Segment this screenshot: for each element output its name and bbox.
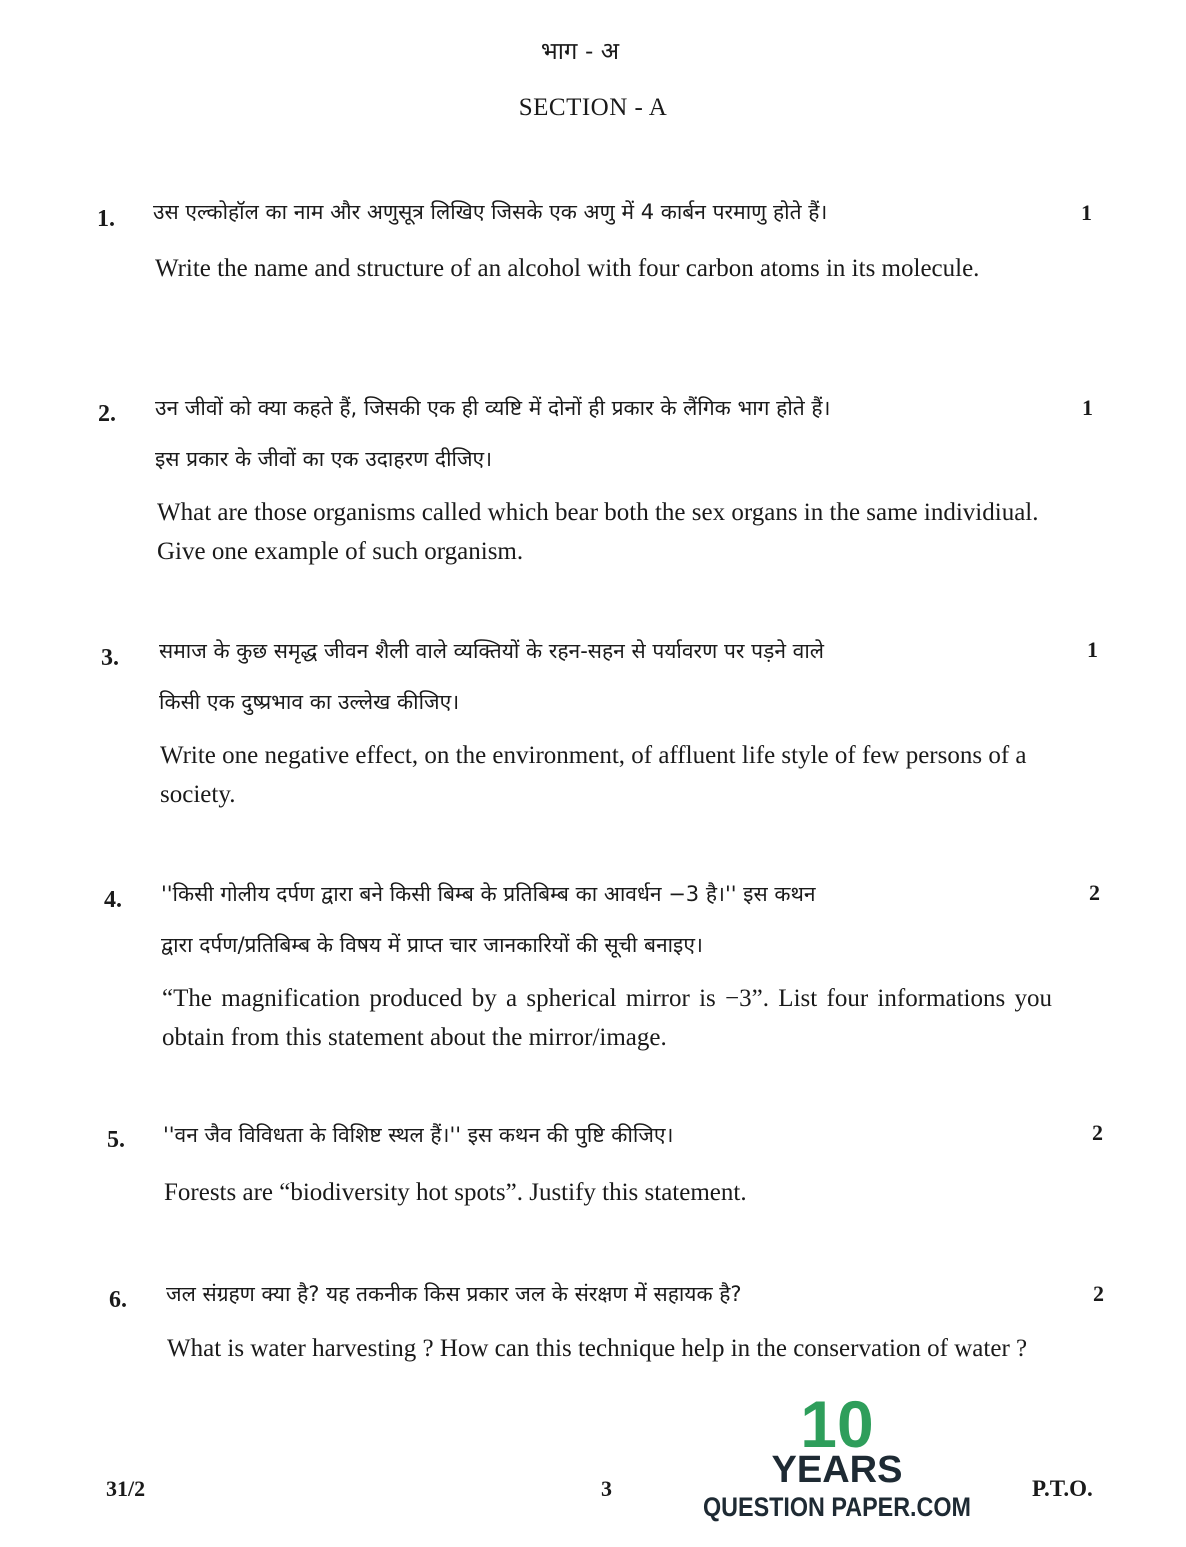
question-text-hindi: उन जीवों को क्या कहते हैं, जिसकी एक ही व्यष्टि में दोनों ही प्रकार के लैंगिक भाग होते हैं। xyxy=(155,396,831,420)
question-number: 5. xyxy=(107,1127,125,1153)
question-text-english: Write one negative effect, on the environment, of affluent life style of few persons of a society. xyxy=(160,742,1027,808)
question-text-hindi: जल संग्रहण क्या है? यह तकनीक किस प्रकार जल के संरक्षण में सहायक है? xyxy=(166,1282,742,1306)
question-text-english: What is water harvesting ? How can this technique help in the conservation of water ? xyxy=(167,1335,1028,1362)
question-number: 2. xyxy=(98,401,116,427)
paper-code: 31/2 xyxy=(106,1476,146,1501)
question-marks: 1 xyxy=(1082,395,1093,420)
section-title: SECTION - A xyxy=(518,94,668,121)
question-text-english: “The magnification produced by a spherical mirror is −3”. List four informations you obtain from this statement about the mirror/image. xyxy=(162,985,1052,1051)
question-marks: 1 xyxy=(1081,200,1092,225)
question-text-english: Write the name and structure of an alcohol with four carbon atoms in its molecule. xyxy=(155,255,980,282)
question-text-hindi: द्वारा दर्पण/प्रतिबिम्ब के विषय में प्राप्त चार जानकारियों की सूची बनाइए। xyxy=(161,933,703,957)
watermark-site: QUESTION PAPER.COM xyxy=(703,1492,971,1522)
watermark-number: 10 xyxy=(800,1387,874,1461)
question-number: 1. xyxy=(97,206,115,232)
watermark-years: YEARS xyxy=(771,1449,903,1491)
question-text-english: What are those organisms called which bear both the sex organs in the same individiual. Give one example of such organism. xyxy=(157,499,1039,565)
question-text-hindi: ''वन जैव विविधता के विशिष्ट स्थल हैं।'' इस कथन की पुष्टि कीजिए। xyxy=(163,1123,674,1147)
question-text-hindi: समाज के कुछ समृद्ध जीवन शैली वाले व्यक्तियों के रहन-सहन से पर्यावरण पर पड़ने वाले xyxy=(159,639,825,663)
question-text-hindi: उस एल्कोहॉल का नाम और अणुसूत्र लिखिए जिसके एक अणु में 4 कार्बन परमाणु होते हैं। xyxy=(153,200,828,224)
question-text-hindi: ''किसी गोलीय दर्पण द्वारा बने किसी बिम्ब के प्रतिबिम्ब का आवर्धन −3 है।'' इस कथन xyxy=(161,882,816,906)
question-marks: 2 xyxy=(1093,1281,1104,1306)
question-text-hindi: इस प्रकार के जीवों का एक उदाहरण दीजिए। xyxy=(155,447,493,471)
question-number: 3. xyxy=(101,645,119,671)
question-number: 4. xyxy=(104,887,122,913)
question-text-english: Forests are “biodiversity hot spots”. Justify this statement. xyxy=(164,1179,747,1206)
question-text-hindi: किसी एक दुष्प्रभाव का उल्लेख कीजिए। xyxy=(159,690,460,714)
pto-label: P.T.O. xyxy=(1032,1476,1093,1501)
watermark-logo xyxy=(700,1387,980,1527)
question-marks: 1 xyxy=(1087,637,1098,662)
question-number: 6. xyxy=(109,1287,127,1313)
question-marks: 2 xyxy=(1089,880,1100,905)
section-title-hindi: भाग - अ xyxy=(540,37,620,65)
question-marks: 2 xyxy=(1092,1120,1103,1145)
page-number: 3 xyxy=(601,1476,612,1501)
